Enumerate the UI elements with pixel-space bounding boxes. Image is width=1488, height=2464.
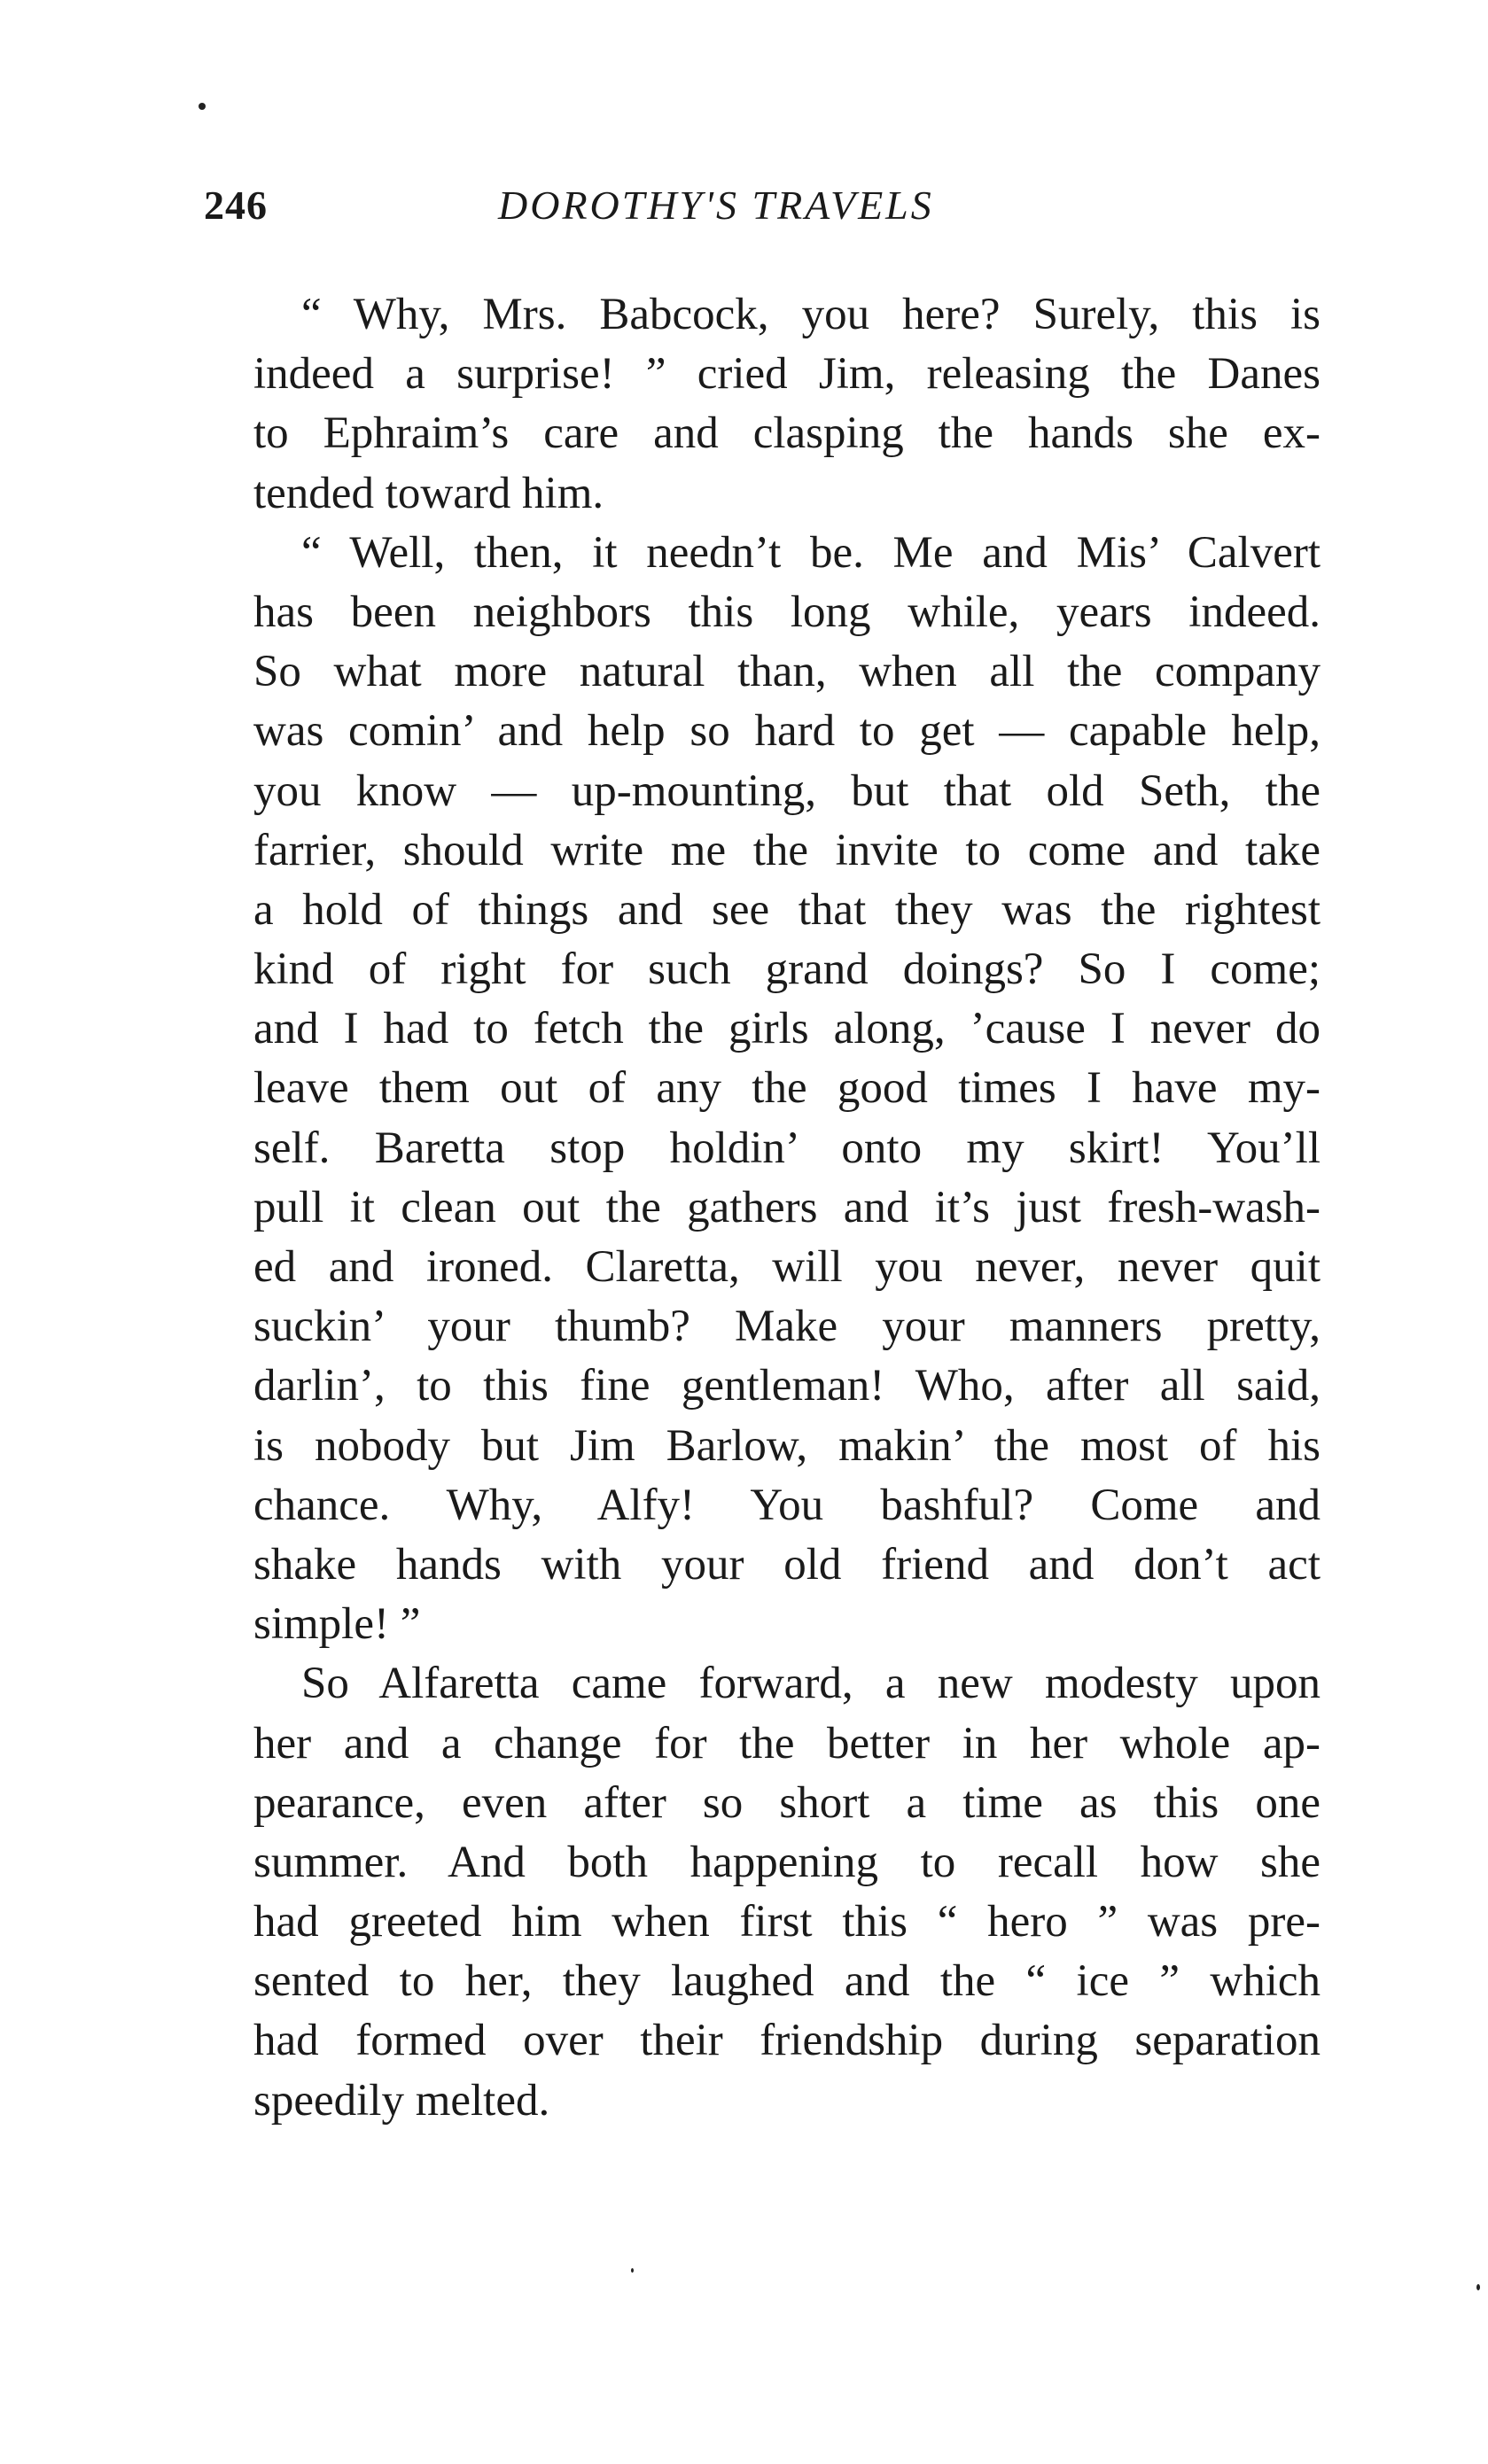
running-title: DOROTHY'S TRAVELS: [498, 183, 934, 228]
text-line: sented to her, they laughed and the “ ice ” which: [253, 1956, 1321, 2007]
text-line: is nobody but Jim Barlow, makin’ the most of his: [253, 1420, 1321, 1471]
text-line: shake hands with your old friend and don’t act: [253, 1539, 1321, 1590]
text-line: had greeted him when first this “ hero ” was pre-: [253, 1897, 1321, 1947]
text-line: So what more natural than, when all the company: [253, 647, 1321, 697]
paragraph: [206, 524, 1321, 1655]
text-line: you know — up-mounting, but that old Seth, the: [253, 766, 1321, 816]
text-line: a hold of things and see that they was the rightest: [253, 884, 1321, 935]
paragraph: [206, 1654, 1321, 2131]
text-line: self. Baretta stop holdin’ onto my skirt! You’ll: [253, 1123, 1321, 1173]
text-line: indeed a surprise! ” cried Jim, releasing the Danes: [253, 349, 1321, 400]
text-line: pull it clean out the gathers and it’s just fresh-wash-: [253, 1182, 1321, 1232]
ink-speck: [199, 103, 206, 110]
text-line: speedily melted.: [253, 2075, 550, 2126]
text-line: kind of right for such grand doings? So I come;: [253, 944, 1321, 995]
text-line: So Alfaretta came forward, a new modesty upon: [301, 1659, 1321, 1709]
text-line: to Ephraim’s care and clasping the hands she ex-: [253, 408, 1321, 459]
text-line: summer. And both happening to recall how she: [253, 1837, 1321, 1887]
text-line: “ Why, Mrs. Babcock, you here? Surely, this is: [301, 290, 1321, 339]
text-line: simple! ”: [253, 1599, 421, 1650]
text-line: ed and ironed. Claretta, will you never, never quit: [253, 1242, 1321, 1292]
body-text: [206, 285, 1321, 2131]
text-line: “ Well, then, it needn’t be. Me and Mis’ Calvert: [301, 527, 1321, 578]
ink-speck: [1476, 2284, 1480, 2290]
text-line: chance. Why, Alfy! You bashful? Come and: [253, 1480, 1321, 1530]
text-line: suckin’ your thumb? Make your manners pretty,: [253, 1302, 1321, 1352]
text-line: farrier, should write me the invite to come and take: [253, 825, 1321, 875]
text-line: had formed over their friendship during separation: [253, 2016, 1321, 2066]
text-line: and I had to fetch the girls along, ’cause I never do: [253, 1004, 1321, 1054]
text-line: tended toward him.: [253, 468, 604, 518]
text-line: pearance, even after so short a time as this one: [253, 1777, 1321, 1828]
text-line: was comin’ and help so hard to get — capable help,: [253, 706, 1321, 757]
paragraph: [206, 285, 1321, 524]
text-line: has been neighbors this long while, years indeed.: [253, 587, 1321, 637]
text-line: her and a change for the better in her whole ap-: [253, 1718, 1321, 1768]
page-number: 246: [204, 183, 268, 228]
ink-speck: [631, 2268, 634, 2273]
text-line: darlin’, to this fine gentleman! Who, after all said,: [253, 1361, 1321, 1411]
text-line: leave them out of any the good times I have my-: [253, 1063, 1321, 1114]
page-header: [204, 182, 1321, 253]
